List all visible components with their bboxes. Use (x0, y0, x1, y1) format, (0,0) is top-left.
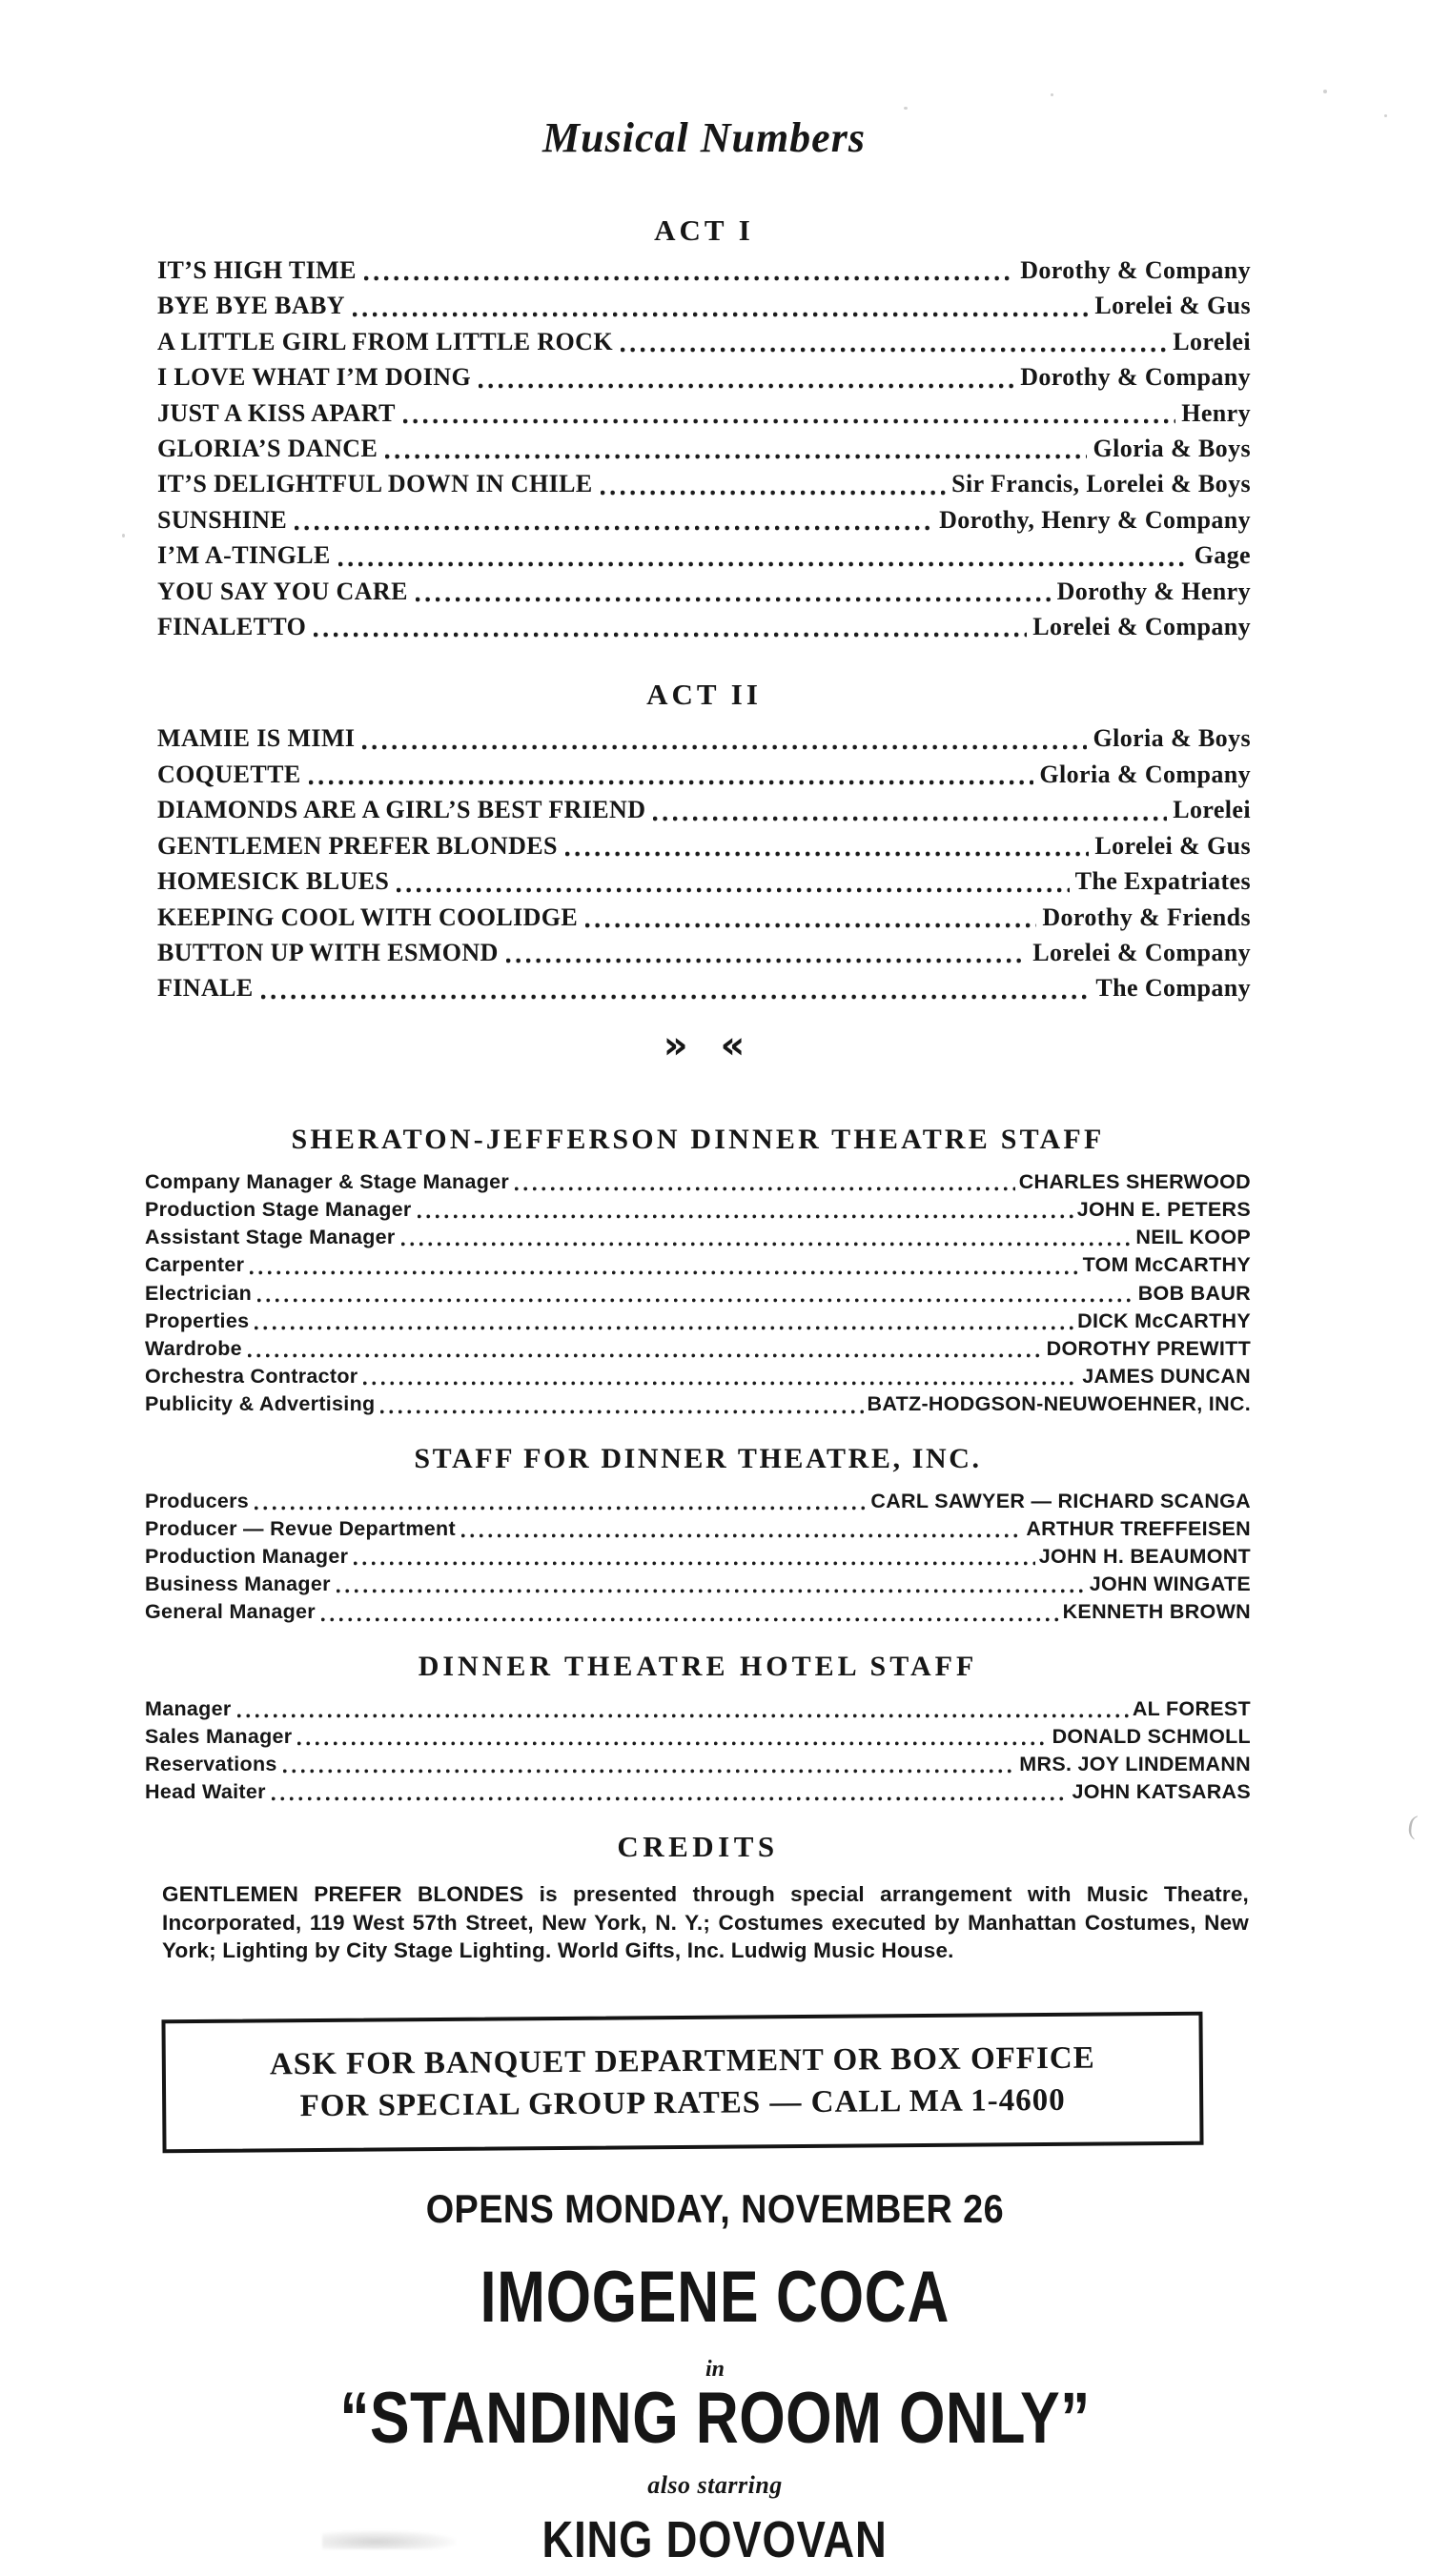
dot-leader (416, 597, 1052, 602)
staff-name: MRS. JOY LINDEMANN (1019, 1752, 1251, 1775)
staff-role: Head Waiter (145, 1780, 266, 1804)
song-row (157, 863, 1251, 899)
song-title: BUTTON UP WITH ESMOND (157, 938, 499, 966)
song-row (157, 359, 1251, 395)
song-row (157, 935, 1251, 970)
song-title: I LOVE WHAT I’M DOING (157, 363, 472, 392)
dot-leader (250, 1270, 1078, 1275)
song-performer: The Company (1095, 974, 1251, 1003)
staff-role: Business Manager (145, 1572, 331, 1596)
credits-paragraph: GENTLEMEN PREFER BLONDES is presented through special arrangement with Music Theatre, Incorporated, 119 West 57th Street, New York, N. Y.; Costumes executed by Manhattan Costumes, New York; Lighting by City Stage Lighting. World Gifts, Inc. Ludwig Music House. (162, 1882, 1249, 1963)
dot-leader (314, 632, 1027, 638)
song-row (157, 609, 1251, 644)
staff-row (145, 1571, 1251, 1598)
opens-date-text: OPENS MONDAY, NOVEMBER 26 (425, 2185, 1005, 2231)
dot-leader (354, 1561, 1035, 1566)
dot-leader (653, 816, 1167, 821)
dot-leader (297, 1741, 1048, 1746)
staff-row (145, 1280, 1251, 1308)
song-performer: Gage (1194, 541, 1251, 570)
also-starring-label: also starring (647, 2470, 783, 2499)
staff-row (145, 1695, 1251, 1723)
staff-row (145, 1598, 1251, 1626)
staff-role: Producer — Revue Department (145, 1516, 456, 1540)
song-performer: Dorothy & Company (1020, 256, 1251, 284)
staff-row (145, 1251, 1251, 1279)
staff-row (145, 1515, 1251, 1543)
co-star-text: KING DOVOVAN (541, 2510, 889, 2568)
staff-role: Company Manager & Stage Manager (145, 1169, 510, 1193)
song-performer: Dorothy & Company (1020, 363, 1251, 392)
song-row (157, 792, 1251, 827)
song-performer: Lorelei & Gus (1094, 292, 1251, 320)
staff-name: DICK McCARTHY (1077, 1308, 1251, 1332)
song-performer: Gloria & Company (1039, 760, 1251, 788)
hotel-staff-list (145, 1695, 1251, 1807)
dinner-theatre-inc-staff-list (145, 1488, 1251, 1627)
staff-name: BATZ-HODGSON-NEUWOEHNER, INC. (867, 1392, 1251, 1416)
song-title: BYE BYE BABY (157, 292, 345, 320)
staff-role: Orchestra Contractor (145, 1365, 358, 1389)
headliner-text: IMOGENE COCA (480, 2256, 950, 2338)
dot-leader (621, 347, 1167, 353)
opens-date-line (0, 2185, 1430, 2237)
song-title: JUST A KISS APART (157, 398, 396, 427)
act2-song-list (157, 720, 1251, 1005)
staff-row (145, 1308, 1251, 1335)
song-title: I’M A-TINGLE (157, 541, 331, 570)
page-title: Musical Numbers (542, 114, 866, 161)
theatre-staff-heading: SHERATON-JEFFERSON DINNER THEATRE STAFF (291, 1123, 1105, 1155)
song-row (157, 288, 1251, 323)
song-row (157, 466, 1251, 501)
song-title: GLORIA’S DANCE (157, 435, 378, 463)
staff-role: Reservations (145, 1752, 277, 1775)
scan-speck (904, 107, 908, 110)
song-row (157, 757, 1251, 792)
song-performer: Dorothy & Henry (1056, 577, 1251, 605)
song-title: DIAMONDS ARE A GIRL’S BEST FRIEND (157, 796, 646, 824)
staff-name: JOHN WINGATE (1089, 1572, 1251, 1596)
song-title: SUNSHINE (157, 505, 288, 534)
song-performer: Dorothy & Friends (1042, 903, 1251, 931)
staff-row (145, 1390, 1251, 1418)
dot-leader (401, 1242, 1133, 1247)
staff-row (145, 1224, 1251, 1251)
song-title: A LITTLE GIRL FROM LITTLE ROCK (157, 327, 613, 355)
staff-row (145, 1778, 1251, 1806)
co-star-name (0, 2510, 1430, 2576)
staff-role: Sales Manager (145, 1724, 293, 1748)
staff-name: JOHN H. BEAUMONT (1038, 1544, 1251, 1568)
dot-leader (585, 923, 1036, 928)
act1-song-list (157, 253, 1251, 644)
song-row (157, 396, 1251, 431)
dot-leader (363, 1381, 1078, 1386)
song-row (157, 538, 1251, 573)
song-performer: Gloria & Boys (1093, 724, 1251, 753)
song-title: FINALE (157, 974, 254, 1003)
staff-name: DOROTHY PREWITT (1046, 1336, 1251, 1360)
dot-leader (506, 958, 1027, 963)
staff-row (145, 1751, 1251, 1778)
scan-speck (1384, 114, 1387, 117)
dot-leader (403, 418, 1175, 424)
staff-role: Publicity & Advertising (145, 1392, 376, 1416)
staff-role: Properties (145, 1308, 250, 1332)
scan-edge-mark: ( (1405, 1810, 1420, 1841)
song-title: IT’S DELIGHTFUL DOWN IN CHILE (157, 470, 593, 498)
staff-role: Wardrobe (145, 1336, 242, 1360)
dot-leader (237, 1714, 1129, 1718)
staff-row (145, 1363, 1251, 1390)
dinner-theatre-inc-staff-heading: STAFF FOR DINNER THEATRE, INC. (414, 1442, 982, 1474)
song-performer: Lorelei (1173, 796, 1251, 824)
staff-role: Assistant Stage Manager (145, 1226, 396, 1249)
dot-leader (257, 1298, 1134, 1303)
staff-role: General Manager (145, 1600, 316, 1624)
staff-role: Production Stage Manager (145, 1197, 412, 1221)
staff-name: CARL SAWYER — RICHARD SCANGA (870, 1489, 1251, 1512)
staff-row (145, 1168, 1251, 1196)
song-performer: Dorothy, Henry & Company (939, 505, 1251, 534)
dot-leader (515, 1187, 1015, 1191)
song-row (157, 502, 1251, 538)
song-title: YOU SAY YOU CARE (157, 577, 408, 605)
song-title: HOMESICK BLUES (157, 867, 390, 896)
staff-name: NEIL KOOP (1135, 1226, 1251, 1249)
dot-leader (364, 275, 1014, 281)
credits-heading: CREDITS (617, 1830, 779, 1864)
staff-name: CHARLES SHERWOOD (1018, 1169, 1251, 1193)
song-title: KEEPING COOL WITH COOLIDGE (157, 903, 579, 931)
song-performer: Lorelei & Gus (1094, 831, 1251, 860)
group-rates-line2: FOR SPECIAL GROUP RATES — CALL MA 1-4600 (299, 2082, 1066, 2124)
dot-leader (261, 994, 1091, 1000)
dot-leader (380, 1410, 863, 1414)
song-row (157, 324, 1251, 359)
song-performer: Gloria & Boys (1093, 435, 1251, 463)
song-title: FINALETTO (157, 613, 307, 641)
in-word: in (705, 2356, 725, 2382)
song-title: IT’S HIGH TIME (157, 256, 357, 284)
dot-leader (385, 454, 1087, 459)
show-title (0, 2377, 1430, 2469)
song-row (157, 253, 1251, 288)
group-rates-line1: ASK FOR BANQUET DEPARTMENT OR BOX OFFICE (269, 2040, 1095, 2082)
dot-leader (353, 312, 1089, 317)
staff-name: JOHN KATSARAS (1072, 1780, 1251, 1804)
dot-leader (397, 887, 1069, 893)
staff-row (145, 1543, 1251, 1571)
staff-role: Manager (145, 1696, 232, 1720)
dot-leader (601, 490, 947, 496)
dot-leader (255, 1506, 867, 1511)
theatre-staff-list (145, 1168, 1251, 1419)
dot-leader (321, 1617, 1059, 1622)
staff-row (145, 1196, 1251, 1224)
staff-name: JAMES DUNCAN (1082, 1365, 1251, 1389)
song-performer: The Expatriates (1074, 867, 1251, 896)
song-row (157, 900, 1251, 935)
staff-row (145, 1335, 1251, 1363)
staff-name: BOB BAUR (1137, 1281, 1251, 1305)
dot-leader (418, 1214, 1073, 1219)
song-row (157, 431, 1251, 466)
song-title: COQUETTE (157, 760, 301, 788)
staff-name: ARTHUR TREFFEISEN (1026, 1516, 1251, 1540)
dot-leader (479, 383, 1014, 389)
song-row (157, 970, 1251, 1005)
song-performer: Lorelei & Company (1032, 613, 1251, 641)
song-title: GENTLEMEN PREFER BLONDES (157, 831, 558, 860)
scan-smudge (322, 2530, 456, 2549)
dot-leader (283, 1769, 1016, 1774)
staff-name: KENNETH BROWN (1062, 1600, 1251, 1624)
dot-leader (338, 561, 1189, 567)
dot-leader (362, 744, 1087, 750)
song-performer: Lorelei (1173, 327, 1251, 355)
staff-role: Production Manager (145, 1544, 349, 1568)
staff-role: Carpenter (145, 1253, 245, 1277)
dot-leader (565, 851, 1090, 857)
song-row (157, 574, 1251, 609)
act2-heading: ACT II (646, 678, 762, 712)
dot-leader (337, 1589, 1086, 1593)
song-performer: Henry (1181, 398, 1251, 427)
staff-role: Electrician (145, 1281, 253, 1305)
staff-name: JOHN E. PETERS (1076, 1197, 1251, 1221)
scan-speck (122, 534, 125, 538)
staff-role: Producers (145, 1489, 250, 1512)
dot-leader (309, 780, 1034, 785)
staff-row (145, 1488, 1251, 1515)
scan-speck (1323, 90, 1327, 93)
dot-leader (255, 1326, 1073, 1330)
song-title: MAMIE IS MIMI (157, 724, 356, 753)
group-rates-box (161, 2012, 1203, 2154)
scan-speck (1051, 93, 1053, 96)
staff-name: DONALD SCHMOLL (1052, 1724, 1251, 1748)
arrows-divider-ornament: » « (663, 1023, 755, 1067)
song-performer: Lorelei & Company (1032, 938, 1251, 966)
staff-name: AL FOREST (1132, 1696, 1251, 1720)
dot-leader (248, 1353, 1043, 1358)
song-performer: Sir Francis, Lorelei & Boys (951, 470, 1251, 498)
upcoming-show-ad (0, 2185, 1430, 2576)
act1-heading: ACT I (654, 213, 754, 247)
show-title-text: “STANDING ROOM ONLY” (339, 2377, 1091, 2459)
song-row (157, 720, 1251, 756)
dot-leader (295, 525, 933, 531)
hotel-staff-heading: DINNER THEATRE HOTEL STAFF (418, 1650, 978, 1682)
staff-row (145, 1723, 1251, 1751)
headliner-name (0, 2256, 1430, 2348)
staff-name: TOM McCARTHY (1082, 1253, 1251, 1277)
song-row (157, 828, 1251, 863)
dot-leader (272, 1796, 1069, 1801)
dot-leader (461, 1533, 1022, 1538)
